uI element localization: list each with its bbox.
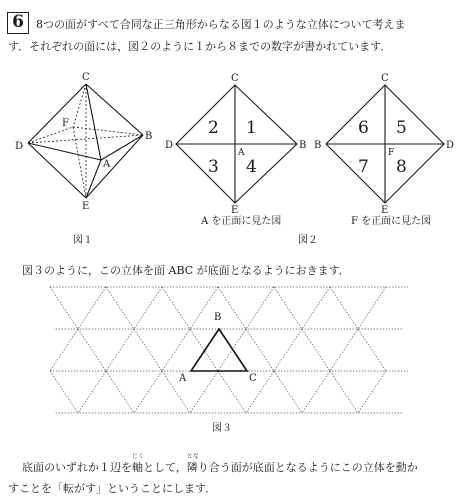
fig2a-label-a: A (238, 148, 245, 158)
grid-line (50, 287, 78, 329)
fig2b-label-d: D (446, 140, 455, 151)
fig2a-face-3: 3 (208, 157, 219, 177)
fig2b-label-c: C (381, 73, 389, 84)
question-number: 6 (7, 12, 29, 34)
fig2a-label-d: D (165, 140, 174, 151)
fig2a-label-b: B (299, 140, 307, 151)
grid-line (246, 329, 274, 371)
grid-line (330, 329, 358, 371)
question-text-line-1: 8つの面がすべて合同な正三角形からなる図１のような立体について考えま (36, 18, 406, 31)
fig2a-face-1: 1 (246, 118, 257, 138)
grid-line (190, 329, 218, 371)
figure-1-octahedron (28, 84, 143, 198)
grid-line (134, 329, 162, 371)
fig1-label-c: C (82, 72, 90, 83)
fig1-label-d: D (15, 141, 24, 152)
grid-line (274, 329, 302, 371)
grid-line (50, 329, 78, 371)
grid-line (358, 287, 386, 329)
fig2-caption: 図２ (298, 235, 318, 246)
grid-line (78, 287, 106, 329)
fig1-label-e: E (82, 201, 90, 212)
grid-line (358, 371, 386, 413)
fig2a-label-c: C (231, 73, 239, 84)
fig1-caption: 図１ (73, 235, 93, 246)
fig3-label-c: C (249, 373, 257, 384)
line4-pre: 底面のいずれか１辺を (22, 461, 132, 474)
grid-line (302, 329, 330, 371)
fig3-label-a: A (179, 373, 187, 384)
fig2b-face-8: 8 (396, 157, 407, 177)
grid-line (302, 287, 330, 329)
grid-line (218, 287, 246, 329)
fig2b-face-5: 5 (396, 118, 407, 138)
fig2a-label-e: E (231, 205, 239, 216)
fig2b-face-6: 6 (358, 118, 369, 138)
grid-line (134, 287, 162, 329)
kanji-jiku: 軸 (132, 461, 143, 474)
grid-line (106, 371, 134, 413)
line4-mid: として， (143, 461, 187, 474)
grid-line (274, 287, 302, 329)
question-text-line-2: す．それぞれの面には，図２のように１から８までの数字が書かれています． (8, 40, 392, 53)
grid-line (302, 371, 330, 413)
fig3-caption: 図３ (212, 423, 232, 434)
fig3-label-b: B (214, 312, 222, 323)
line4-post: り合う面が底面となるようにこの立体を動か (197, 461, 418, 474)
grid-line (218, 329, 246, 371)
grid-line (106, 287, 134, 329)
grid-line (218, 371, 246, 413)
grid-line (106, 329, 134, 371)
fig2b-label-b: B (314, 140, 322, 151)
question-text-line-5: すことを「転がす」ということにします． (8, 482, 217, 495)
grid-line (330, 287, 358, 329)
grid-line (134, 371, 162, 413)
fig2a-caption: A を正面に見た図 (201, 216, 282, 227)
fig2b-face-7: 7 (358, 157, 369, 177)
kanji-tonari: 隣 (186, 461, 198, 474)
fig1-label-b: B (145, 131, 153, 142)
figure-2-a-view (176, 85, 297, 203)
grid-line (246, 287, 274, 329)
fig2a-face-2: 2 (208, 118, 219, 138)
figure-3-triangle-grid (50, 287, 408, 413)
grid-line (330, 371, 358, 413)
grid-line (78, 329, 106, 371)
fig2b-label-e: E (381, 205, 389, 216)
fig2a-face-4: 4 (246, 157, 257, 177)
fig3-base-face-abc (191, 329, 247, 371)
ruby-reading-tonari: とな (186, 453, 199, 460)
ruby-reading-jiku: じく (132, 453, 145, 460)
question-text-line-3: 図３のように，この立体を面 ABC が底面となるようにおきます． (22, 264, 350, 277)
fig1-label-f: F (62, 118, 69, 129)
fig1-label-a: A (103, 159, 111, 170)
grid-line (78, 371, 106, 413)
fig2b-caption: F を正面に見た図 (351, 216, 432, 227)
grid-line (162, 287, 190, 329)
grid-line (274, 371, 302, 413)
grid-line (358, 329, 386, 371)
grid-line (50, 371, 78, 413)
figure-2-f-view (326, 85, 444, 203)
grid-line (190, 371, 218, 413)
grid-line (162, 329, 190, 371)
fig2b-label-f: F (388, 148, 395, 158)
